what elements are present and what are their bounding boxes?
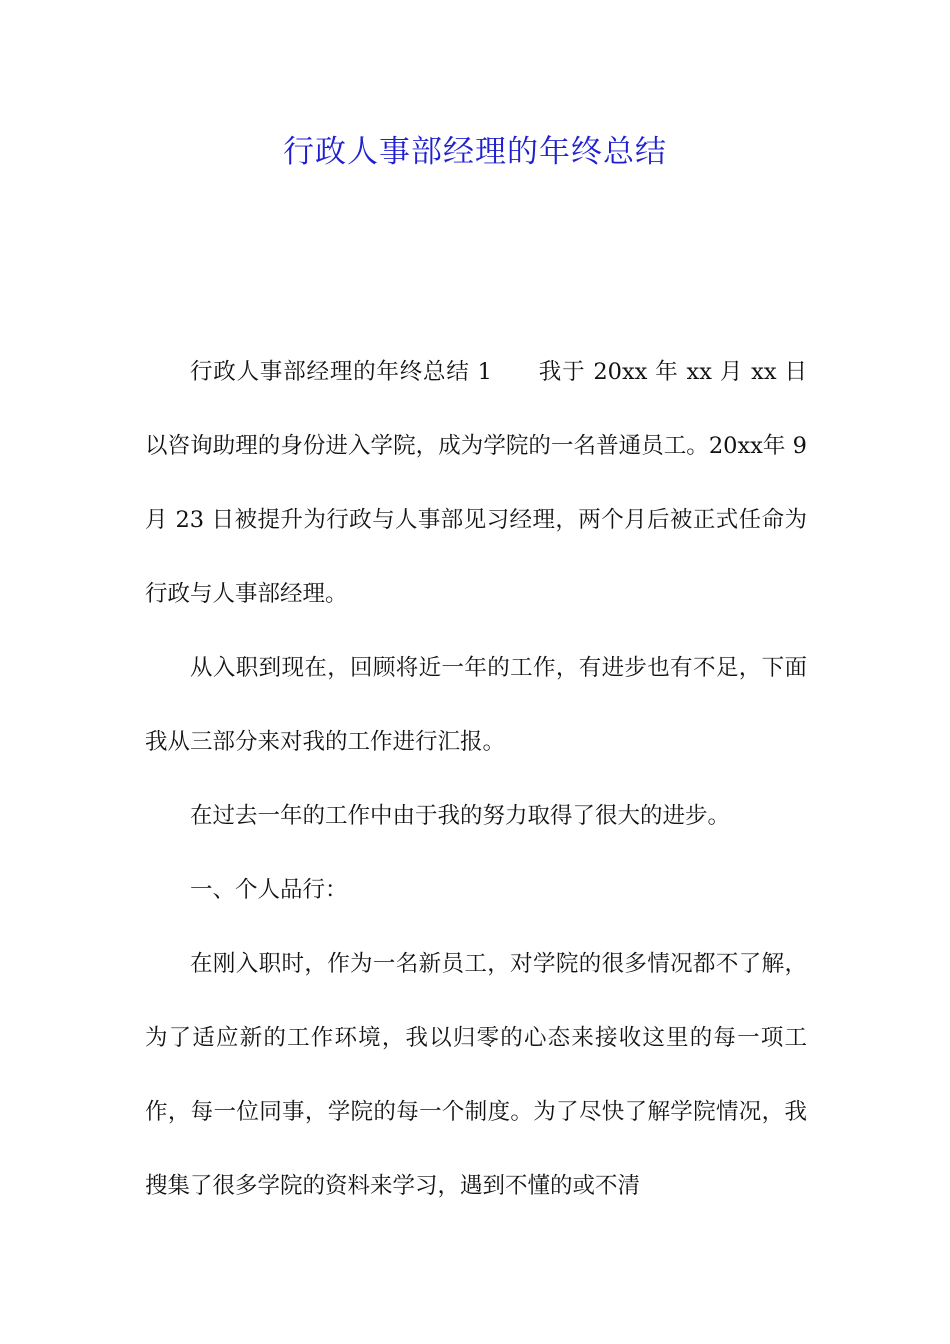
section-heading-personal-conduct: 一、个人品行：: [190, 877, 348, 903]
document-body: [145, 335, 807, 1223]
document-title: 行政人事部经理的年终总结: [283, 134, 667, 170]
paragraph-3: 在过去一年的工作中由于我的努力取得了很大的进步。: [190, 803, 731, 829]
paragraph-1-lead: 行政人事部经理的年终总结 1: [190, 359, 492, 385]
paragraph-5: 在刚入职时，作为一名新员工，对学院的很多情况都不了解，为了适应新的工作环境，我以归零的心态来接收这里的每一项工作，每一位同事，学院的每一个制度。为了尽快了解学院情况，我搜集了很多学院的资料来学习，遇到不懂的或不清: [145, 951, 807, 1199]
paragraph-1-text: 我于 20xx 年 xx 月 xx 日以咨询助理的身份进入学院，成为学院的一名普通员工。20xx年 9 月 23 日被提升为行政与人事部见习经理，两个月后被正式任命为行政与人事部经理。: [145, 359, 807, 607]
paragraph-2: 从入职到现在，回顾将近一年的工作，有进步也有不足，下面我从三部分来对我的工作进行汇报。: [145, 655, 807, 755]
paragraph-1: [145, 335, 807, 631]
